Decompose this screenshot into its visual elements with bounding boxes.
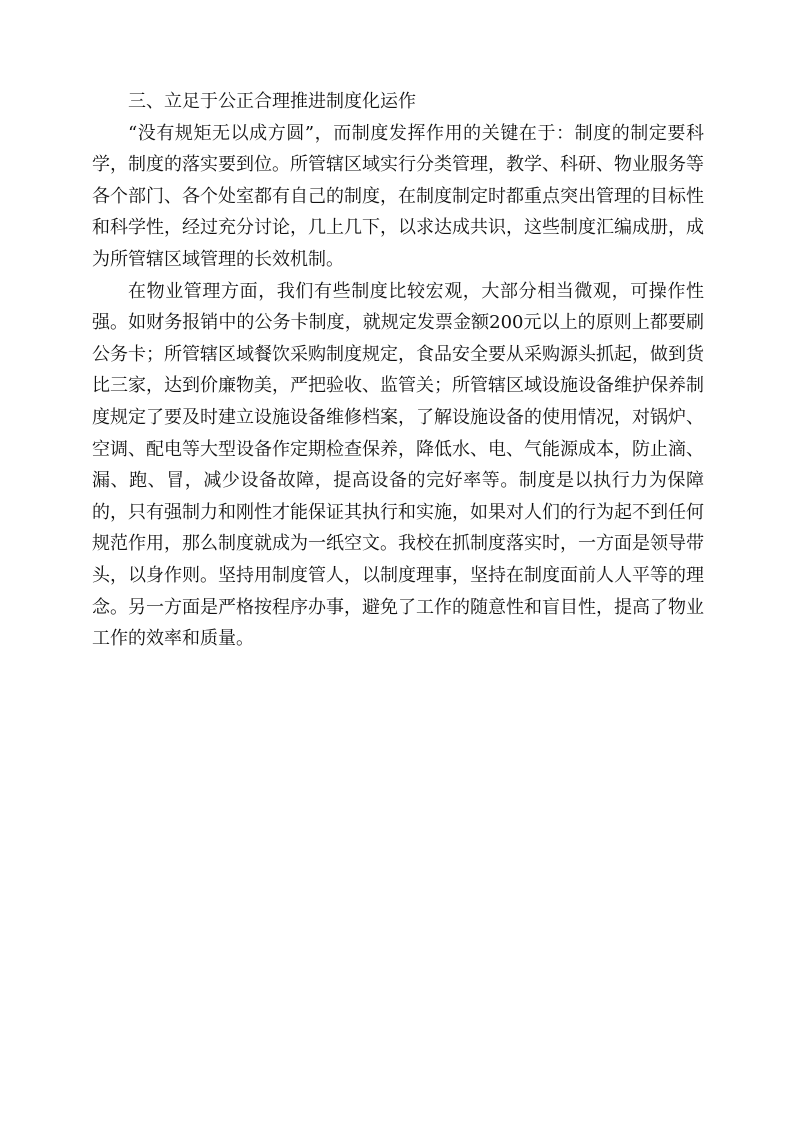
document-body xyxy=(92,86,704,655)
paragraph-rules-and-standards: “没有规矩无以成方圆”，而制度发挥作用的关键在于：制度的制定要科学，制度的落实要到位。所管辖区域实行分类管理，教学、科研、物业服务等各个部门、各个处室都有自己的制度，在制度制定时都重点突出管理的目标性和科学性，经过充分讨论，几上几下，以求达成共识，这些制度汇编成册，成为所管辖区域管理的长效机制。 xyxy=(92,122,704,270)
section-heading: 三、立足于公正合理推进制度化运作 xyxy=(128,91,416,112)
paragraph-property-management: 在物业管理方面，我们有些制度比较宏观，大部分相当微观，可操作性强。如财务报销中的公务卡制度，就规定发票金额200元以上的原则上都要刷公务卡；所管辖区域餐饮采购制度规定，食品安全要从采购源头抓起，做到货比三家，达到价廉物美，严把验收、监管关；所管辖区域设施设备维护保养制度规定了要及时建立设施设备维修档案，了解设施设备的使用情况，对锅炉、空调、配电等大型设备作定期检查保养，降低水、电、气能源成本，防止滴、漏、跑、冒，减少设备故障，提高设备的完好率等。制度是以执行力为保障的，只有强制力和刚性才能保证其执行和实施，如果对人们的行为起不到任何规范作用，那么制度就成为一纸空文。我校在抓制度落实时，一方面是领导带头，以身作则。坚持用制度管人，以制度理事，坚持在制度面前人人平等的理念。另一方面是严格按程序办事，避免了工作的随意性和盲目性，提高了物业工作的效率和质量。 xyxy=(92,280,704,650)
